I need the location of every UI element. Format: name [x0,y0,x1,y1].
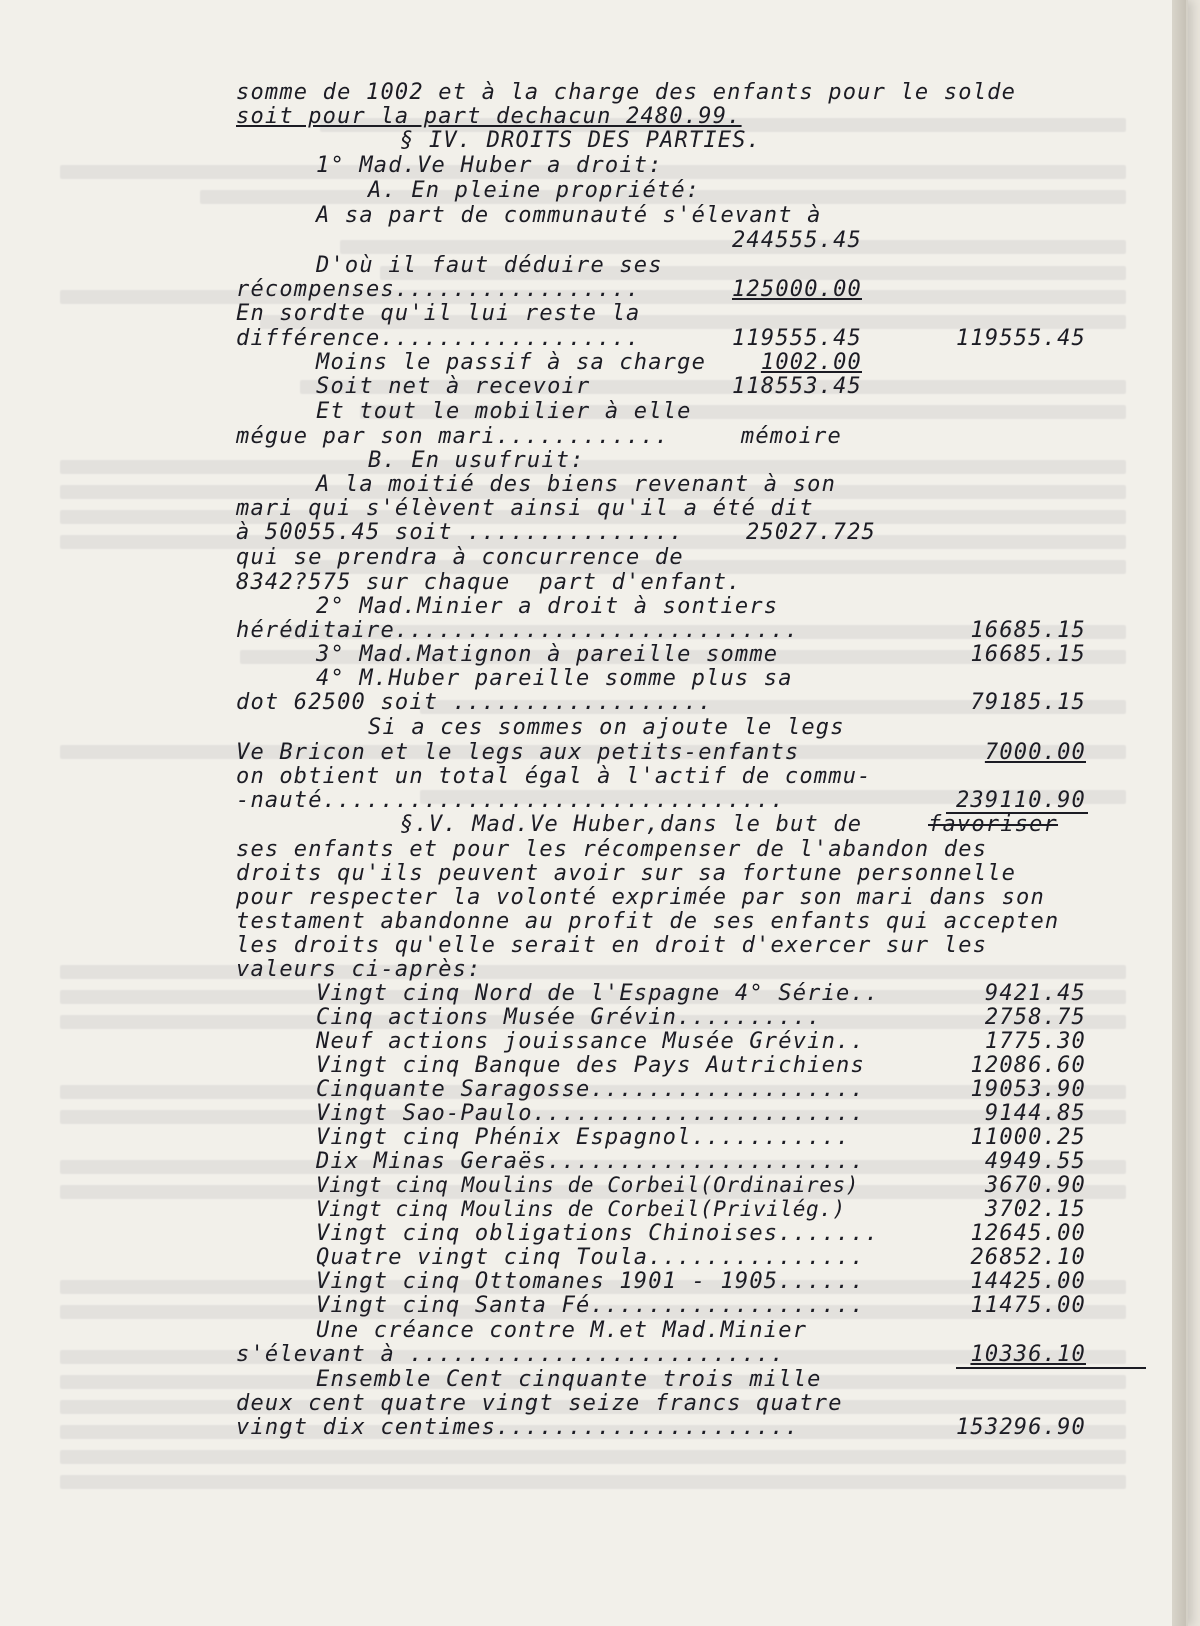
securities-row: Dix Minas Geraës...................... [316,1149,865,1174]
securities-row: Vingt cinq Nord de l'Espagne 4° Série.. [316,981,880,1006]
securities-row: Cinq actions Musée Grévin.......... [316,1005,822,1030]
amount: 3702.15 [984,1197,1086,1222]
amount: 10336.10 [970,1342,1086,1367]
securities-row: Vingt cinq Moulins de Corbeil(Ordinaires) [316,1173,859,1197]
amount: 244555.45 [731,228,862,253]
amount: 125000.00 [731,277,862,302]
securities-row: Vingt Sao-Paulo....................... [316,1101,865,1126]
amount: 153296.90 [955,1415,1086,1440]
securities-row: Cinquante Saragosse................... [316,1077,865,1102]
text-line: 8342?575 sur chaque part d'enfant. [236,570,742,595]
section-heading: § IV. DROITS DES PARTIES. [400,128,762,153]
text-line: Moins le passif à sa charge [316,350,707,375]
text-line: héréditaire............................ [236,618,800,643]
text-line: 3° Mad.Matignon à pareille somme [316,642,779,667]
text-line: A la moitié des biens revenant à son [316,472,837,497]
text-line: 4° M.Huber pareille somme plus sa [316,666,793,691]
text-line: D'où il faut déduire ses [316,253,663,278]
amount: 25027.725 [745,520,876,545]
amount: mémoire [740,424,842,449]
amount: 119555.45 [731,326,862,351]
amount: 12645.00 [970,1221,1086,1246]
text-line: 1° Mad.Ve Huber a droit: [316,153,663,178]
text-line: ses enfants et pour les récompenser de l'abandon des [236,837,988,862]
text-line: Ensemble Cent cinquante trois mille [316,1367,822,1392]
text-line: A sa part de communauté s'élevant à [316,203,822,228]
text-line: Soit net à recevoir [316,374,591,399]
text-line: B. En usufruit: [368,448,585,473]
text-line: valeurs ci-après: [236,957,482,982]
securities-row: Vingt cinq Santa Fé................... [316,1293,865,1318]
securities-row: Vingt cinq Phénix Espagnol........... [316,1125,851,1150]
securities-row: Vingt cinq obligations Chinoises....... [316,1221,880,1246]
amount: 79185.15 [970,690,1086,715]
amount: 9421.45 [984,981,1086,1006]
text-line: Ve Bricon et le legs aux petits-enfants [236,740,800,765]
text-line: En sordte qu'il lui reste la [236,301,641,326]
text-line: mégue par son mari............ [236,424,670,449]
amount: 7000.00 [984,740,1086,765]
amount: 11475.00 [970,1293,1086,1318]
amount: 1002.00 [760,350,862,375]
securities-row: Vingt cinq Ottomanes 1901 - 1905...... [316,1269,865,1294]
text-line: deux cent quatre vingt seize francs quatre [236,1391,843,1416]
amount: 119555.45 [955,326,1086,351]
amount: 239110.90 [955,788,1086,813]
amount: 19053.90 [970,1077,1086,1102]
securities-row: Quatre vingt cinq Toula............... [316,1245,865,1270]
text-line: A. En pleine propriété: [368,178,701,203]
text-line: dot 62500 soit .................. [236,690,713,715]
amount: 14425.00 [970,1269,1086,1294]
amount: 11000.25 [970,1125,1086,1150]
amount: 3670.90 [984,1173,1086,1198]
text-line: mari qui s'élèvent ainsi qu'il a été dit [236,496,814,521]
amount: 16685.15 [970,642,1086,667]
struck-word: favoriser [928,812,1059,837]
text-line: pour respecter la volonté exprimée par son mari dans son [236,885,1045,910]
securities-row: Vingt cinq Banque des Pays Autrichiens [316,1053,865,1078]
section-heading: §.V. Mad.Ve Huber,dans le but de [400,812,863,837]
text-line: qui se prendra à concurrence de [236,545,684,570]
text-line: soit pour la part dechacun 2480.99. [236,104,742,129]
text-line: testament abandonne au profit de ses enfants qui accepten [236,909,1060,934]
total-rule [956,1367,1146,1369]
text-line: récompenses................. [236,277,641,302]
text-line: Si a ces sommes on ajoute le legs [368,715,845,740]
amount: 2758.75 [984,1005,1086,1030]
text-line: s'élevant à .......................... [236,1342,785,1367]
text-line: vingt dix centimes..................... [236,1415,800,1440]
text-line: Une créance contre M.et Mad.Minier [316,1318,808,1343]
amount: 118553.45 [731,374,862,399]
amount: 4949.55 [984,1149,1086,1174]
amount: 9144.85 [984,1101,1086,1126]
text-line: Et tout le mobilier à elle [316,399,692,424]
amount: 26852.10 [970,1245,1086,1270]
text-line: droits qu'ils peuvent avoir sur sa fortune personnelle [236,861,1017,886]
text-line: différence.................. [236,326,641,351]
text-line: -nauté................................ [236,788,785,813]
text-line: 2° Mad.Minier a droit à sontiers [316,594,779,619]
amount: 1775.30 [984,1029,1086,1054]
securities-row: Neuf actions jouissance Musée Grévin.. [316,1029,865,1054]
text-line: somme de 1002 et à la charge des enfants pour le solde [236,80,1017,105]
amount: 12086.60 [970,1053,1086,1078]
amount: 16685.15 [970,618,1086,643]
text-line: les droits qu'elle serait en droit d'exercer sur les [236,933,988,958]
text-line: on obtient un total égal à l'actif de commu- [236,764,872,789]
securities-row: Vingt cinq Moulins de Corbeil(Privilég.) [316,1197,846,1221]
text-line: à 50055.45 soit ............... [236,520,684,545]
